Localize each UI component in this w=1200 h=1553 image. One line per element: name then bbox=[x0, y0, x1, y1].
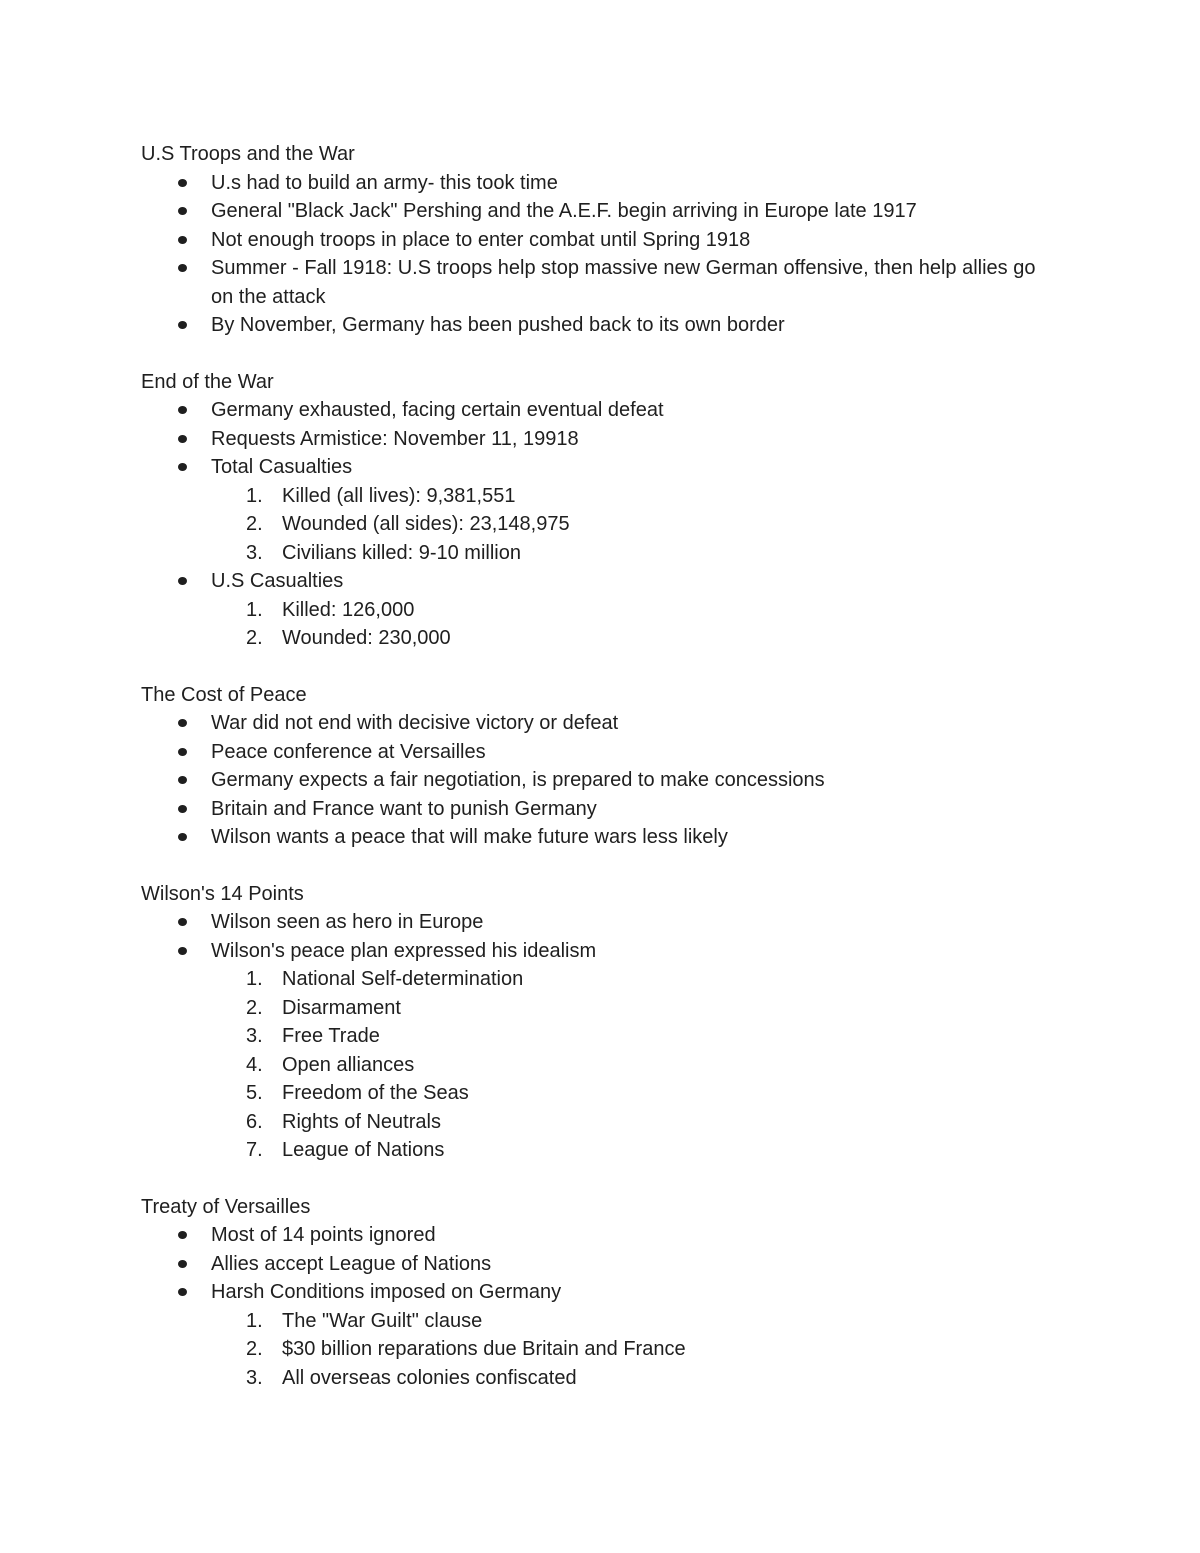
numbered-item bbox=[246, 1136, 1041, 1165]
numbered-list-wrapper bbox=[141, 596, 1041, 653]
bullet-dot-icon bbox=[178, 1260, 187, 1268]
numbered-item bbox=[246, 1022, 1041, 1051]
bullet-text: Germany exhausted, facing certain eventual defeat bbox=[211, 399, 664, 421]
numbered-item bbox=[246, 1307, 1041, 1336]
numbered-item bbox=[246, 539, 1041, 568]
numbered-text: The "War Guilt" clause bbox=[282, 1309, 483, 1332]
section bbox=[141, 681, 1041, 852]
numbered-list-wrapper bbox=[141, 482, 1041, 568]
bullet-dot-icon bbox=[178, 463, 187, 471]
bullet-item bbox=[141, 567, 1041, 596]
section-heading: Wilson's 14 Points bbox=[141, 882, 304, 905]
document-page bbox=[141, 140, 1041, 1420]
numbered-list bbox=[246, 596, 1041, 653]
bullet-item bbox=[141, 1278, 1041, 1307]
numbered-text: National Self-determination bbox=[282, 968, 524, 990]
numbered-text: Open alliances bbox=[282, 1053, 415, 1076]
item-number: 5. bbox=[246, 1082, 263, 1104]
item-number: 6. bbox=[246, 1110, 263, 1133]
bullet-dot-icon bbox=[178, 776, 187, 784]
bullet-text: U.S Casualties bbox=[211, 570, 344, 592]
item-number: 3. bbox=[246, 1366, 263, 1389]
numbered-item bbox=[246, 1335, 1041, 1364]
section bbox=[141, 1193, 1041, 1393]
numbered-text: League of Nations bbox=[282, 1139, 445, 1161]
bullet-item bbox=[141, 1221, 1041, 1250]
item-number: 2. bbox=[246, 627, 263, 649]
bullet-item bbox=[141, 254, 1041, 311]
numbered-item bbox=[246, 1108, 1041, 1137]
numbered-item bbox=[246, 510, 1041, 539]
bullet-text: General "Black Jack" Pershing and the A.E.F. begin arriving in Europe late 1917 bbox=[211, 200, 917, 222]
bullet-text: Most of 14 points ignored bbox=[211, 1224, 436, 1246]
bullet-item bbox=[141, 226, 1041, 255]
bullet-list bbox=[141, 396, 1041, 653]
bullet-item bbox=[141, 453, 1041, 482]
numbered-text: Killed (all lives): 9,381,551 bbox=[282, 484, 516, 507]
bullet-text: U.s had to build an army- this took time bbox=[211, 171, 558, 194]
bullet-dot-icon bbox=[178, 918, 187, 926]
item-number: 3. bbox=[246, 1025, 263, 1047]
numbered-text: Killed: 126,000 bbox=[282, 598, 415, 621]
bullet-item bbox=[141, 937, 1041, 966]
bullet-text: Summer - Fall 1918: U.S troops help stop massive new German offensive, then help allies go on the attack bbox=[211, 257, 1036, 308]
bullet-text: Requests Armistice: November 11, 19918 bbox=[211, 427, 579, 450]
numbered-text: Civilians killed: 9-10 million bbox=[282, 541, 521, 564]
bullet-item bbox=[141, 396, 1041, 425]
bullet-dot-icon bbox=[178, 264, 187, 272]
bullet-list bbox=[141, 709, 1041, 852]
bullet-dot-icon bbox=[178, 1231, 187, 1239]
numbered-list bbox=[246, 965, 1041, 1165]
bullet-list bbox=[141, 1221, 1041, 1392]
section bbox=[141, 140, 1041, 340]
bullet-dot-icon bbox=[178, 833, 187, 841]
item-number: 1. bbox=[246, 1309, 263, 1332]
bullet-dot-icon bbox=[178, 947, 187, 955]
bullet-text: Wilson seen as hero in Europe bbox=[211, 911, 484, 933]
section bbox=[141, 368, 1041, 653]
numbered-item bbox=[246, 482, 1041, 511]
section bbox=[141, 880, 1041, 1165]
numbered-item bbox=[246, 624, 1041, 653]
numbered-text: Free Trade bbox=[282, 1025, 380, 1047]
bullet-text: Total Casualties bbox=[211, 456, 353, 478]
item-number: 1. bbox=[246, 484, 263, 507]
bullet-list bbox=[141, 908, 1041, 1165]
item-number: 1. bbox=[246, 598, 263, 621]
section-heading: The Cost of Peace bbox=[141, 683, 307, 706]
item-number: 4. bbox=[246, 1053, 263, 1076]
bullet-item bbox=[141, 795, 1041, 824]
bullet-dot-icon bbox=[178, 1288, 187, 1296]
bullet-item bbox=[141, 197, 1041, 226]
bullet-list bbox=[141, 169, 1041, 340]
bullet-item bbox=[141, 311, 1041, 340]
numbered-item bbox=[246, 1364, 1041, 1393]
section-heading: Treaty of Versailles bbox=[141, 1195, 311, 1218]
numbered-text: Disarmament bbox=[282, 996, 401, 1019]
bullet-item bbox=[141, 823, 1041, 852]
bullet-item bbox=[141, 169, 1041, 198]
bullet-text: Harsh Conditions imposed on Germany bbox=[211, 1281, 562, 1303]
bullet-item bbox=[141, 908, 1041, 937]
numbered-text: All overseas colonies confiscated bbox=[282, 1366, 577, 1389]
bullet-text: War did not end with decisive victory or defeat bbox=[211, 712, 619, 734]
section-heading: End of the War bbox=[141, 370, 274, 393]
item-number: 2. bbox=[246, 513, 263, 535]
bullet-text: Peace conference at Versailles bbox=[211, 740, 486, 763]
bullet-dot-icon bbox=[178, 236, 187, 244]
numbered-text: Freedom of the Seas bbox=[282, 1082, 469, 1104]
bullet-text: Wilson's peace plan expressed his idealism bbox=[211, 939, 597, 962]
numbered-item bbox=[246, 965, 1041, 994]
bullet-text: Allies accept League of Nations bbox=[211, 1252, 492, 1275]
bullet-dot-icon bbox=[178, 179, 187, 187]
bullet-text: Germany expects a fair negotiation, is prepared to make concessions bbox=[211, 769, 825, 791]
bullet-item bbox=[141, 1250, 1041, 1279]
numbered-list bbox=[246, 1307, 1041, 1393]
numbered-list-wrapper bbox=[141, 965, 1041, 1165]
bullet-item bbox=[141, 738, 1041, 767]
numbered-item bbox=[246, 1079, 1041, 1108]
bullet-item bbox=[141, 709, 1041, 738]
numbered-list bbox=[246, 482, 1041, 568]
item-number: 7. bbox=[246, 1139, 263, 1161]
bullet-item bbox=[141, 766, 1041, 795]
section-heading: U.S Troops and the War bbox=[141, 143, 355, 165]
bullet-item bbox=[141, 425, 1041, 454]
numbered-list-wrapper bbox=[141, 1307, 1041, 1393]
item-number: 2. bbox=[246, 996, 263, 1019]
bullet-text: Wilson wants a peace that will make future wars less likely bbox=[211, 826, 728, 848]
numbered-item bbox=[246, 596, 1041, 625]
bullet-text: Not enough troops in place to enter combat until Spring 1918 bbox=[211, 228, 751, 251]
numbered-item bbox=[246, 1051, 1041, 1080]
item-number: 3. bbox=[246, 541, 263, 564]
numbered-text: Wounded: 230,000 bbox=[282, 627, 451, 649]
bullet-dot-icon bbox=[178, 207, 187, 215]
bullet-dot-icon bbox=[178, 435, 187, 443]
item-number: 1. bbox=[246, 968, 263, 990]
item-number: 2. bbox=[246, 1338, 263, 1360]
numbered-text: Rights of Neutrals bbox=[282, 1110, 441, 1133]
bullet-dot-icon bbox=[178, 748, 187, 756]
numbered-item bbox=[246, 994, 1041, 1023]
bullet-text: Britain and France want to punish Germany bbox=[211, 797, 597, 820]
bullet-dot-icon bbox=[178, 719, 187, 727]
bullet-dot-icon bbox=[178, 805, 187, 813]
bullet-dot-icon bbox=[178, 406, 187, 414]
numbered-text: $30 billion reparations due Britain and France bbox=[282, 1338, 686, 1360]
bullet-dot-icon bbox=[178, 577, 187, 585]
numbered-text: Wounded (all sides): 23,148,975 bbox=[282, 513, 570, 535]
bullet-text: By November, Germany has been pushed back to its own border bbox=[211, 314, 785, 336]
bullet-dot-icon bbox=[178, 321, 187, 329]
